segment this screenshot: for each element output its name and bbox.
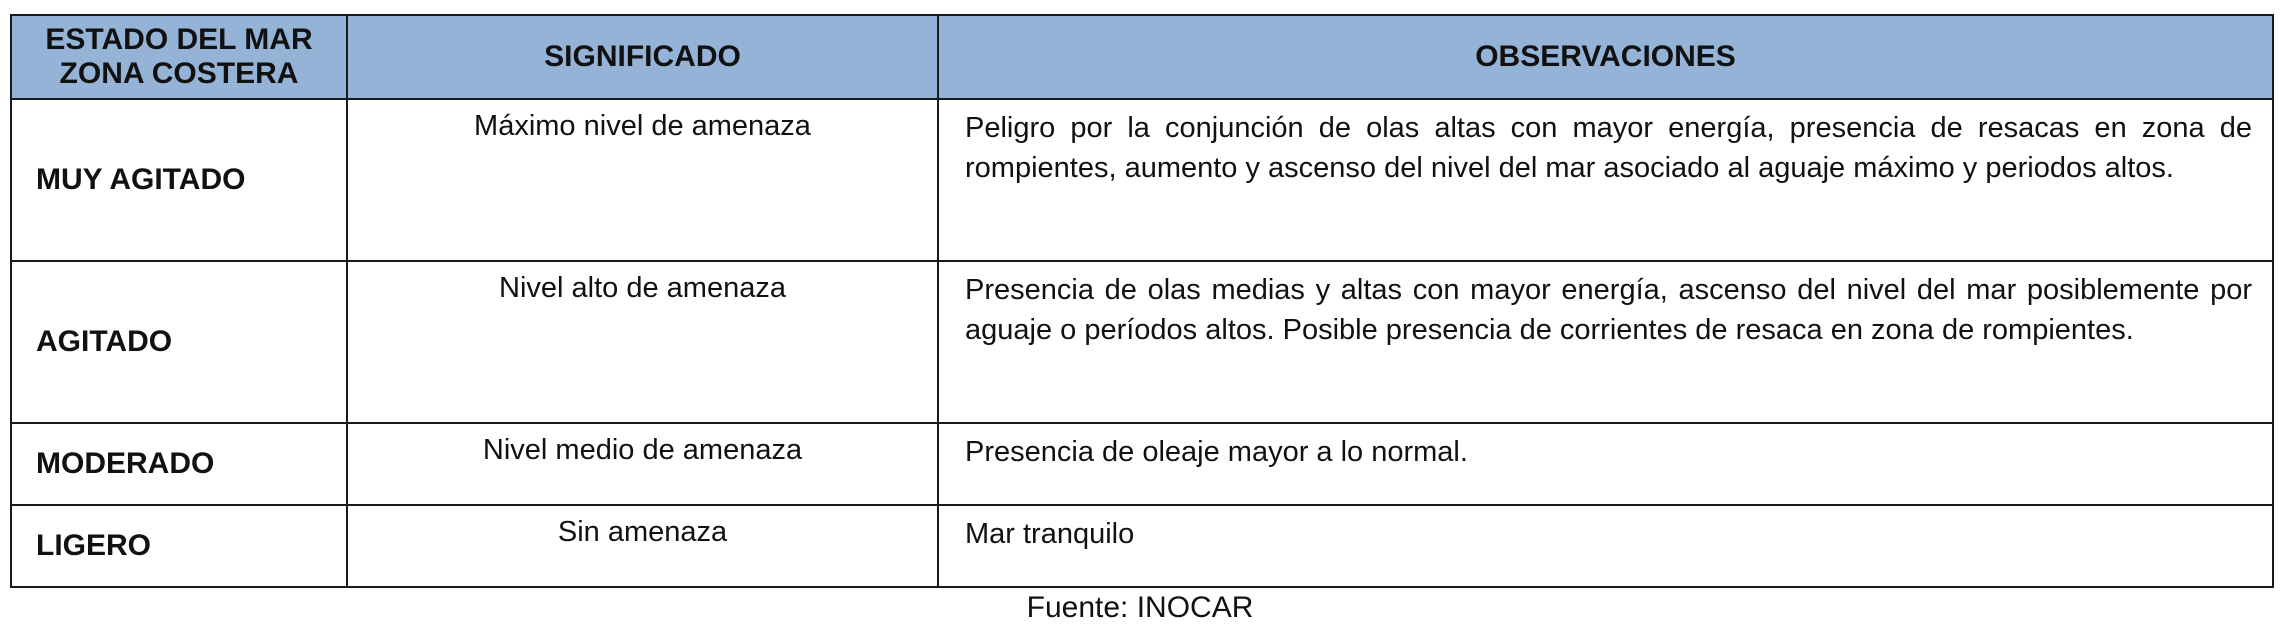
header-observaciones: OBSERVACIONES <box>938 15 2273 99</box>
table-row <box>11 505 2273 587</box>
estado-cell: LIGERO <box>11 505 347 587</box>
significado-cell: Nivel medio de amenaza <box>347 423 938 505</box>
significado-cell: Sin amenaza <box>347 505 938 587</box>
significado-cell: Nivel alto de amenaza <box>347 261 938 423</box>
table-row <box>11 423 2273 505</box>
estado-cell: AGITADO <box>11 261 347 423</box>
source-caption: Fuente: INOCAR <box>1026 591 1254 624</box>
significado-cell: Máximo nivel de amenaza <box>347 99 938 261</box>
table-row <box>11 99 2273 261</box>
header-estado: ESTADO DEL MAR ZONA COSTERA <box>11 15 347 99</box>
sea-state-table <box>10 14 2274 588</box>
sea-state-table-container <box>10 14 2272 588</box>
table-header-row <box>11 15 2273 99</box>
estado-cell: MUY AGITADO <box>11 99 347 261</box>
observaciones-cell: Presencia de olas medias y altas con mayor energía, ascenso del nivel del mar posiblemente por aguaje o períodos altos. Posible presencia de corrientes de resaca en zona de rompientes. <box>938 261 2273 423</box>
observaciones-cell: Presencia de oleaje mayor a lo normal. <box>938 423 2273 505</box>
table-row <box>11 261 2273 423</box>
observaciones-cell: Peligro por la conjunción de olas altas con mayor energía, presencia de resacas en zona de rompientes, aumento y ascenso del nivel del mar asociado al aguaje máximo y periodos altos. <box>938 99 2273 261</box>
estado-cell: MODERADO <box>11 423 347 505</box>
observaciones-cell: Mar tranquilo <box>938 505 2273 587</box>
header-significado: SIGNIFICADO <box>347 15 938 99</box>
